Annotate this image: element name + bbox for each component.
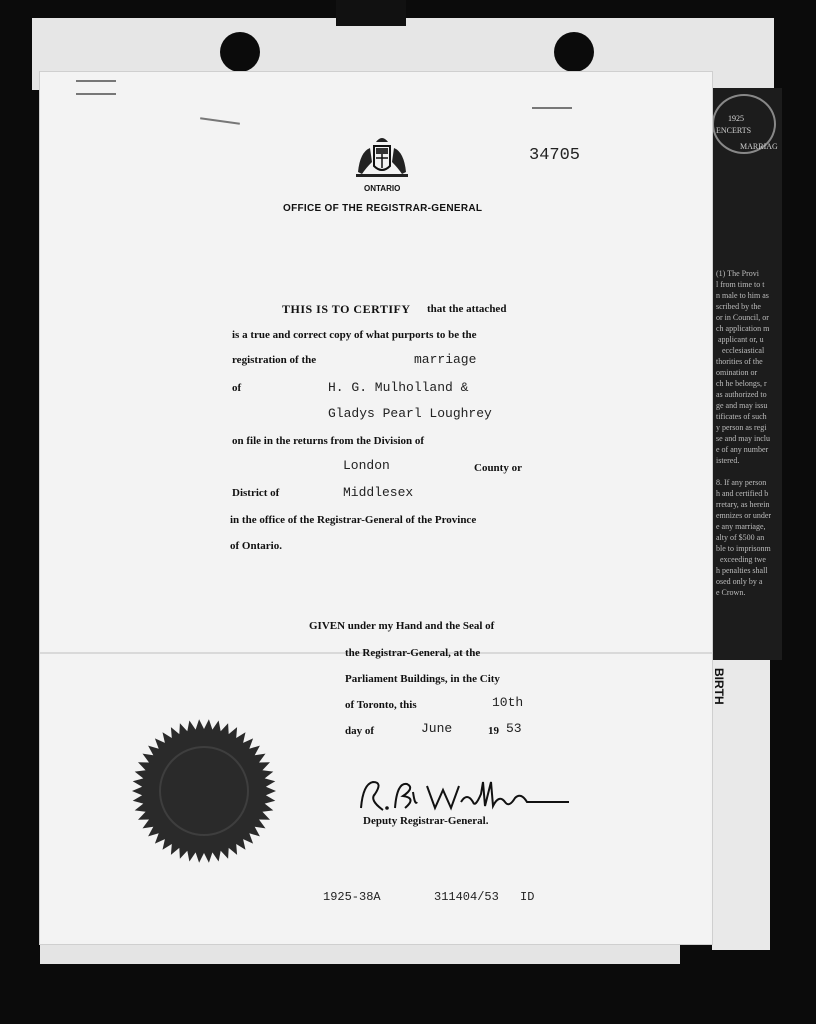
division-line: on file in the returns from the Division of [232,435,425,447]
binder-clip [336,0,406,26]
certificate-number: 34705 [529,146,581,165]
certify-lead: THIS IS TO CERTIFY [282,302,411,316]
reference-code-2: 311404/53 [434,890,499,904]
registration-label: registration of the [232,354,317,366]
coat-of-arms-icon [352,132,412,184]
reference-code-1: 1925-38A [323,890,381,904]
given-year-prefix: 19 [488,725,499,737]
province-label: ONTARIO [364,184,401,193]
division-value: London [343,458,390,473]
signatory-title: Deputy Registrar-General. [363,815,489,827]
given-line-1: GIVEN under my Hand and the Seal of [309,620,495,632]
right-sheet-text: (1) The Provi l from time to t n male to him as scribed by the or in Council, or ch application m applicant or, u ecclesiastical thorities of the omination or ch he belongs, r as authorized to ge and may issu tificates of such y person as regi se and may inclu e of any number istered. 8. If any person h and certified b rretary, as herein emnizes or under e any marriage, alty of $500 an ble to imprisonm exceeding twe h penalties shall osed only by a e Crown. [716,269,772,597]
party-name-2: Gladys Pearl Loughrey [328,406,492,421]
staple-mark [532,107,572,109]
given-day-label: day of [345,725,375,737]
given-day: 10th [492,695,524,710]
office-line: in the office of the Registrar-General of the Province [230,514,477,526]
right-sheet-heading: ENCERTS [716,126,752,135]
district-label: District of [232,487,280,499]
lower-right-sheet [712,660,770,950]
right-sheet-heading-2: MARRIAG [740,142,778,151]
of-label: of [232,382,242,394]
birth-tab-label: BIRTH [712,668,726,705]
registrar-signature [355,772,575,816]
given-line-3: Parliament Buildings, in the City [345,673,500,685]
staple-mark [76,93,116,95]
given-line-4: of Toronto, this [345,699,417,711]
right-sheet [712,88,782,660]
party-name-1: H. G. Mulholland & [328,380,469,395]
district-value: Middlesex [343,485,414,500]
county-label: County or [474,462,522,474]
given-year: 53 [506,721,522,736]
reference-code-3: ID [520,890,535,904]
province-line: of Ontario. [230,540,282,552]
punch-hole-right [554,32,594,72]
certify-line-1: that the attached [427,303,507,315]
given-line-2: the Registrar-General, at the [345,647,481,659]
office-title: OFFICE OF THE REGISTRAR-GENERAL [283,203,483,214]
right-seal-year: 1925 [728,114,744,123]
staple-mark [76,80,116,82]
registration-type: marriage [414,352,477,367]
punch-hole-left [220,32,260,72]
registrar-seal-icon [128,718,280,864]
certify-line-2: is a true and correct copy of what purports to be the [232,329,477,341]
given-month: June [421,721,453,736]
